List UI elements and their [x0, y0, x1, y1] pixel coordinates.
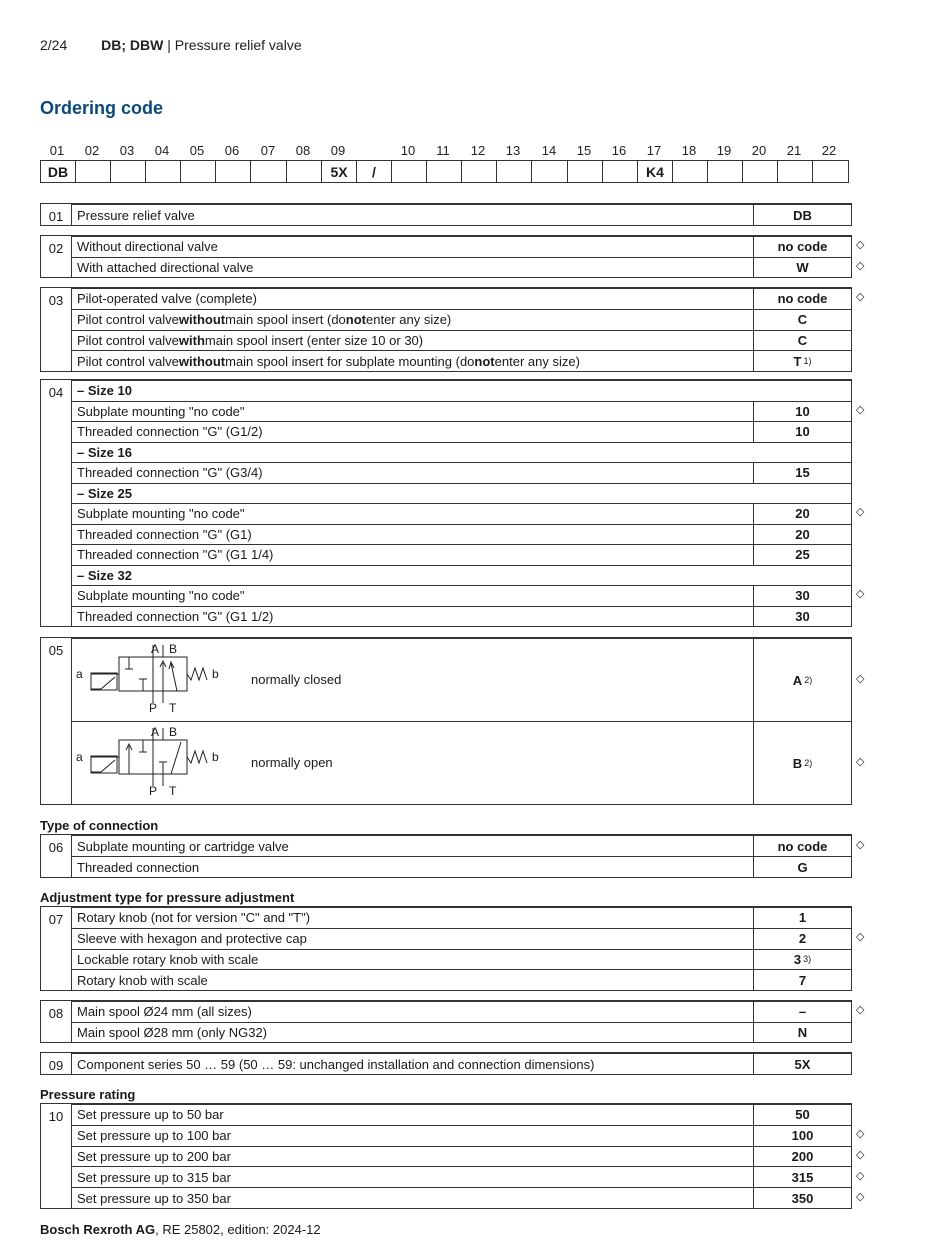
- option-text: Set pressure up to 200 bar: [77, 1148, 231, 1164]
- option-row: [72, 401, 851, 422]
- option-text: Without directional valve: [77, 239, 218, 255]
- option-code: B 2): [753, 722, 851, 804]
- port-label: T: [169, 701, 177, 715]
- port-label: B: [169, 725, 178, 739]
- option-text: Threaded connection "G" (G1 1/2): [77, 608, 274, 624]
- group-number: 07: [41, 907, 72, 990]
- option-text: [74, 722, 333, 804]
- code-position-07: 07: [260, 143, 276, 158]
- preferred-type-icon: ◇: [856, 403, 865, 416]
- port-label: P: [149, 784, 158, 798]
- option-code: 25: [753, 545, 851, 565]
- option-row: [72, 421, 851, 442]
- port-label: b: [212, 667, 219, 681]
- group-04: [40, 379, 852, 627]
- option-code: 15: [753, 463, 851, 483]
- option-row: [72, 638, 851, 721]
- code-position-12: 12: [470, 143, 486, 158]
- code-box: [426, 160, 462, 183]
- size-subheading: [72, 442, 851, 463]
- group-07: [40, 906, 852, 991]
- option-text: Threaded connection "G" (G1): [77, 526, 252, 542]
- code-box: [391, 160, 427, 183]
- group-number: 09: [41, 1053, 72, 1074]
- option-code: DB: [753, 205, 851, 225]
- port-label: a: [76, 750, 83, 764]
- page-number: 2/24: [40, 37, 68, 53]
- option-row: [72, 330, 851, 351]
- option-text: – Size 25: [77, 485, 132, 501]
- option-row: [72, 585, 851, 606]
- option-text: Threaded connection "G" (G3/4): [77, 465, 263, 481]
- option-row: [72, 524, 851, 545]
- code-box: [110, 160, 146, 183]
- code-box: [215, 160, 251, 183]
- option-code: 30: [753, 607, 851, 627]
- product-subtitle: Pressure relief valve: [174, 37, 302, 53]
- preferred-type-icon: ◇: [856, 239, 865, 252]
- preferred-type-icon: ◇: [856, 1149, 865, 1161]
- group-number: 03: [41, 288, 72, 371]
- code-box: [777, 160, 813, 183]
- option-row: [72, 503, 851, 524]
- option-text: Threaded connection "G" (G1/2): [77, 424, 263, 440]
- code-box-b17: K4: [637, 160, 673, 183]
- option-code: –: [753, 1002, 851, 1022]
- option-code: 7: [753, 970, 851, 990]
- code-box: [672, 160, 708, 183]
- option-code: W: [753, 258, 851, 278]
- code-position-11: 11: [436, 143, 450, 158]
- option-code: C: [753, 331, 851, 351]
- option-code: 50: [753, 1105, 851, 1125]
- preferred-type-icon: ◇: [856, 838, 865, 851]
- option-code: 30: [753, 586, 851, 606]
- code-position-08: 08: [295, 143, 311, 158]
- group-number: 02: [41, 236, 72, 277]
- option-text: Pilot control valve without main spool insert for subplate mounting (do not enter any size): [77, 353, 580, 369]
- option-code: 3 3): [753, 950, 851, 970]
- option-text: – Size 10: [77, 383, 132, 399]
- code-box: [461, 160, 497, 183]
- page-header: [40, 37, 302, 53]
- group-number: 08: [41, 1001, 72, 1042]
- option-code: 1: [753, 908, 851, 928]
- option-row: [72, 462, 851, 483]
- size-subheading: [72, 483, 851, 504]
- option-row: [72, 969, 851, 990]
- option-code: no code: [753, 237, 851, 257]
- option-text: Pilot control valve with main spool insert (enter size 10 or 30): [77, 332, 424, 348]
- code-box: [707, 160, 743, 183]
- preferred-type-icon: ◇: [856, 588, 865, 601]
- option-code: 10: [753, 402, 851, 422]
- code-position-19: 19: [716, 143, 732, 158]
- code-position-22: 22: [821, 143, 837, 158]
- code-box: [75, 160, 111, 183]
- code-position-17: 17: [646, 143, 662, 158]
- option-row: [72, 257, 851, 278]
- option-row: [72, 907, 851, 928]
- port-label: P: [149, 701, 158, 715]
- port-label: b: [212, 750, 219, 764]
- option-code: 100: [753, 1126, 851, 1146]
- option-code: 2: [753, 929, 851, 949]
- option-row: [72, 1146, 851, 1167]
- option-text: Subplate mounting or cartridge valve: [77, 838, 289, 854]
- option-text: Component series 50 … 59 (50 … 59: unchanged installation and connection dimensions): [77, 1056, 595, 1072]
- option-text: Pilot-operated valve (complete): [77, 291, 257, 307]
- code-box: [812, 160, 849, 183]
- option-text: Subplate mounting "no code": [77, 506, 245, 522]
- option-text: [74, 639, 342, 721]
- code-box: [496, 160, 532, 183]
- option-row: [72, 928, 851, 949]
- code-position-14: 14: [541, 143, 557, 158]
- code-position-01: 01: [49, 143, 65, 158]
- port-label: T: [169, 784, 177, 798]
- section-title: Ordering code: [40, 98, 164, 118]
- option-text: Set pressure up to 50 bar: [77, 1107, 224, 1123]
- code-box-slash: /: [356, 160, 392, 183]
- option-text: Sleeve with hexagon and protective cap: [77, 931, 307, 947]
- option-code: A 2): [753, 639, 851, 721]
- option-code: 200: [753, 1147, 851, 1167]
- group-01: [40, 203, 852, 226]
- code-box: [180, 160, 216, 183]
- option-text: Set pressure up to 315 bar: [77, 1169, 231, 1185]
- option-code: T 1): [753, 351, 851, 371]
- preferred-type-icon: ◇: [856, 1190, 865, 1203]
- code-box: [602, 160, 638, 183]
- code-box: [250, 160, 287, 183]
- option-text: – Size 32: [77, 567, 132, 583]
- preferred-type-icon: ◇: [856, 755, 865, 768]
- option-code: 10: [753, 422, 851, 442]
- code-position-16: 16: [611, 143, 627, 158]
- group-number: 01: [41, 204, 72, 225]
- size-subheading: [72, 380, 851, 401]
- port-label: B: [169, 642, 178, 656]
- option-row: [72, 204, 851, 225]
- code-position-13: 13: [505, 143, 521, 158]
- option-row: [72, 1125, 851, 1146]
- group-08: [40, 1000, 852, 1043]
- option-text: Subplate mounting "no code": [77, 588, 245, 604]
- group-number: 06: [41, 835, 72, 877]
- code-position-06: 06: [224, 143, 240, 158]
- group-number: 04: [41, 380, 72, 626]
- option-text: Rotary knob with scale: [77, 972, 208, 988]
- group-number: 05: [41, 638, 72, 804]
- option-text: Set pressure up to 350 bar: [77, 1190, 231, 1206]
- code-position-09: 09: [330, 143, 346, 158]
- footer-company: Bosch Rexroth AG: [40, 1222, 156, 1237]
- group-number: 10: [41, 1104, 72, 1208]
- preferred-type-icon: ◇: [856, 259, 865, 272]
- option-code: 5X: [753, 1054, 851, 1074]
- port-label: A: [151, 642, 160, 656]
- label-adjustment-type: Adjustment type for pressure adjustment: [40, 890, 295, 905]
- option-code: no code: [753, 289, 851, 309]
- size-subheading: [72, 565, 851, 586]
- option-row: [72, 721, 851, 804]
- option-code: 315: [753, 1167, 851, 1187]
- option-row: [72, 1022, 851, 1043]
- option-text: Threaded connection "G" (G1 1/4): [77, 547, 274, 563]
- option-row: [72, 288, 851, 309]
- option-text: Pilot control valve without main spool insert (do not enter any size): [77, 312, 452, 328]
- option-text: Rotary knob (not for version "C" and "T"): [77, 910, 311, 926]
- group-06: [40, 834, 852, 878]
- group-09: [40, 1052, 852, 1075]
- preferred-type-icon: ◇: [856, 931, 865, 944]
- code-position-20: 20: [751, 143, 767, 158]
- preferred-type-icon: ◇: [856, 1004, 865, 1017]
- option-code: 20: [753, 525, 851, 545]
- code-box: [531, 160, 568, 183]
- code-box-b01: DB: [40, 160, 76, 183]
- code-position-15: 15: [576, 143, 592, 158]
- option-row: [72, 350, 851, 371]
- code-position-03: 03: [119, 143, 135, 158]
- option-row: [72, 1166, 851, 1187]
- preferred-type-icon: ◇: [856, 672, 865, 685]
- option-text: Subplate mounting "no code": [77, 403, 245, 419]
- option-row: [72, 835, 851, 856]
- preferred-type-icon: ◇: [856, 1128, 865, 1141]
- option-text: Set pressure up to 100 bar: [77, 1128, 231, 1144]
- group-02: [40, 235, 852, 278]
- option-code: no code: [753, 836, 851, 856]
- option-text: – Size 16: [77, 444, 132, 460]
- port-label: A: [151, 725, 160, 739]
- option-row: [72, 544, 851, 565]
- code-position-21: 21: [786, 143, 802, 158]
- code-position-10: 10: [400, 143, 416, 158]
- preferred-type-icon: ◇: [856, 291, 865, 304]
- option-code: 20: [753, 504, 851, 524]
- option-row: [72, 1187, 851, 1208]
- preferred-type-icon: ◇: [856, 506, 865, 519]
- option-code: N: [753, 1023, 851, 1043]
- code-box: [286, 160, 322, 183]
- option-text: Lockable rotary knob with scale: [77, 951, 259, 967]
- footer: [40, 1222, 321, 1237]
- option-text: Main spool Ø28 mm (only NG32): [77, 1024, 268, 1040]
- symbol-description: normally open: [251, 755, 333, 770]
- code-position-02: 02: [84, 143, 100, 158]
- option-text: Main spool Ø24 mm (all sizes): [77, 1004, 252, 1020]
- code-position-05: 05: [189, 143, 205, 158]
- code-box: [567, 160, 603, 183]
- label-type-of-connection: Type of connection: [40, 818, 159, 833]
- port-label: a: [76, 667, 83, 681]
- option-code: C: [753, 310, 851, 330]
- option-text: With attached directional valve: [77, 259, 254, 275]
- group-05: [40, 637, 852, 805]
- code-box: [145, 160, 181, 183]
- product-code: DB; DBW: [101, 37, 164, 53]
- option-row: [72, 309, 851, 330]
- option-row: [72, 1001, 851, 1022]
- code-position-18: 18: [681, 143, 697, 158]
- option-code: 350: [753, 1188, 851, 1208]
- option-row: [72, 949, 851, 970]
- code-box: [742, 160, 778, 183]
- option-row: [72, 1053, 851, 1074]
- option-row: [72, 856, 851, 877]
- header-separator: |: [163, 37, 175, 53]
- group-10: [40, 1103, 852, 1209]
- option-row: [72, 606, 851, 627]
- symbol-description: normally closed: [251, 672, 342, 687]
- option-text: Threaded connection: [77, 859, 200, 875]
- option-text: Pressure relief valve: [77, 207, 195, 223]
- group-03: [40, 287, 852, 372]
- footer-doc: , RE 25802, edition: 2024-12: [155, 1222, 321, 1237]
- option-row: [72, 1104, 851, 1125]
- code-box-b09: 5X: [321, 160, 357, 183]
- option-code: G: [753, 857, 851, 877]
- label-pressure-rating: Pressure rating: [40, 1087, 136, 1102]
- option-row: [72, 236, 851, 257]
- preferred-type-icon: ◇: [856, 1169, 865, 1182]
- code-position-04: 04: [154, 143, 170, 158]
